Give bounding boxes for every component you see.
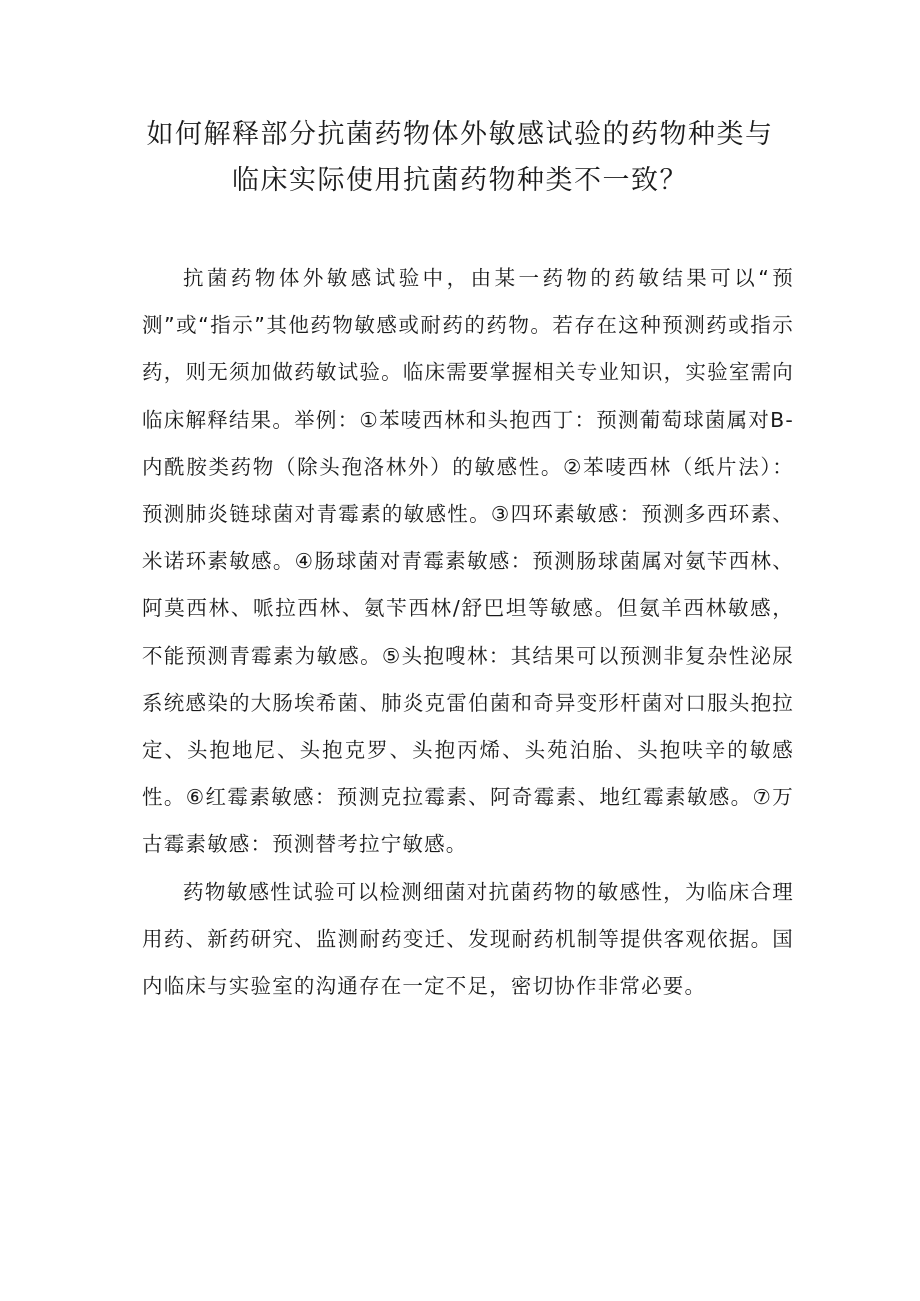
title-line-2: 临床实际使用抗菌药物种类不一致？ [232,165,688,196]
paragraph-1: 抗菌药物体外敏感试验中，由某一药物的药敏结果可以“预测”或“指示”其他药物敏感或耐药的药物。若存在这种预测药或指示药，则无须加做药敏试验。临床需要掌握相关专业知识，实验室需向临床解释结果。举例：①苯唛西林和头抱西丁：预测葡萄球菌属对B-内酰胺类药物（除头孢洛林外）的敏感性。②苯唛西林（纸片法）：预测肺炎链球菌对青霉素的敏感性。③四环素敏感：预测多西环素、米诺环素敏感。④肠球菌对青霉素敏感：预测肠球菌属对氨苄西林、阿莫西林、哌拉西林、氨苄西林/舒巴坦等敏感。但氨羊西林敏感，不能预测青霉素为敏感。⑤头抱嗖林：其结果可以预测非复杂性泌尿系统感染的大肠埃希菌、肺炎克雷伯菌和奇异变形杆菌对口服头抱拉定、头抱地尼、头抱克罗、头抱丙烯、头苑泊胎、头抱呋辛的敏感性。⑥红霉素敏感：预测克拉霉素、阿奇霉素、地红霉素敏感。⑦万古霉素敏感：预测替考拉宁敏感。 [142,266,794,857]
title-line-1: 如何解释部分抗菌药物体外敏感试验的药物种类与 [146,119,774,150]
document-title [100,112,820,204]
document-body [142,255,794,1010]
paragraph-2: 药物敏感性试验可以检测细菌对抗菌药物的敏感性，为临床合理用药、新药研究、监测耐药变迁、发现耐药机制等提供客观依据。国内临床与实验室的沟通存在一定不足，密切协作非常必要。 [142,879,794,999]
